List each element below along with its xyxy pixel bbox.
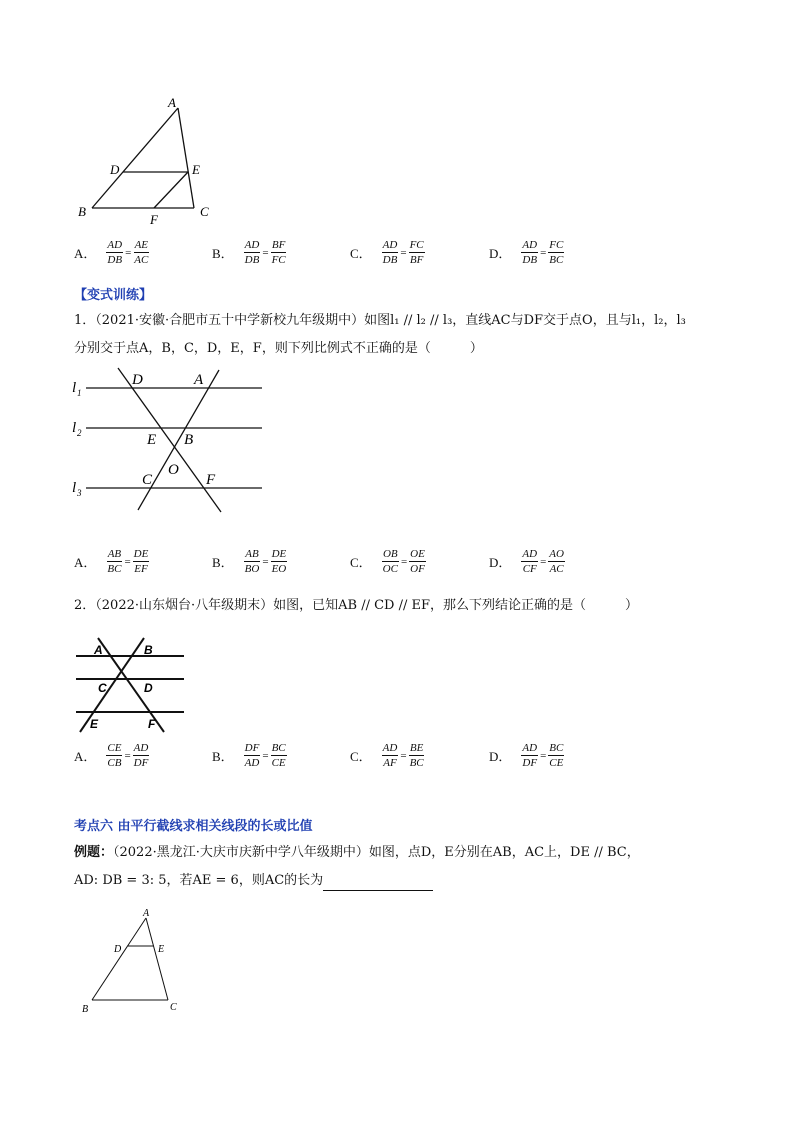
- figure-triangle-abc-2: [78, 902, 198, 1014]
- fraction-left: [521, 548, 538, 575]
- fig3-label-d: D: [144, 681, 153, 695]
- fraction-right: [409, 239, 425, 266]
- numerator: AD: [107, 239, 123, 251]
- numerator: BF: [271, 239, 286, 251]
- section-title-variant-training: 【变式训练】: [74, 288, 153, 303]
- fraction-right: [548, 742, 564, 769]
- numerator: AD: [133, 742, 149, 754]
- equals-sign: =: [125, 246, 132, 259]
- denominator: OF: [410, 563, 425, 575]
- equals-sign: =: [124, 749, 131, 762]
- fig4-label-e: E: [158, 944, 165, 955]
- q2-option-b[interactable]: [212, 742, 287, 769]
- denominator: CE: [549, 757, 564, 769]
- numerator: BC: [271, 742, 286, 754]
- denominator: BF: [409, 254, 424, 266]
- fraction-left: [521, 239, 538, 266]
- denominator: EF: [134, 563, 148, 575]
- fig3-label-f: F: [148, 717, 156, 731]
- fig2-label-l1-sub: 1: [77, 388, 82, 398]
- fig3-label-e: E: [90, 717, 99, 731]
- denominator: OC: [382, 563, 398, 575]
- fraction-right: [133, 742, 150, 769]
- option-label: B．: [212, 749, 234, 764]
- denominator: BC: [107, 563, 122, 575]
- equals-sign: =: [262, 555, 269, 568]
- q1-option-c[interactable]: [350, 548, 426, 575]
- q0-option-d[interactable]: [489, 239, 564, 266]
- option-label: C．: [350, 246, 372, 261]
- section-title-kaodian-6: 考点六 由平行截线求相关线段的长或比值: [74, 819, 313, 834]
- fraction-left: [244, 239, 261, 266]
- numerator: AD: [522, 239, 538, 251]
- option-label: D．: [489, 246, 512, 261]
- fig3-label-c: C: [98, 681, 107, 695]
- option-label: C．: [350, 749, 372, 764]
- fig2-label-d: D: [132, 372, 143, 388]
- q0-option-c[interactable]: [350, 239, 425, 266]
- fig2-label-l3-sub: 3: [77, 488, 82, 498]
- equals-sign: =: [262, 246, 269, 259]
- numerator: BE: [409, 742, 424, 754]
- fig4-label-a: A: [143, 908, 150, 919]
- q1-option-b[interactable]: [212, 548, 287, 575]
- numerator: FC: [409, 239, 424, 251]
- denominator: DB: [244, 254, 260, 266]
- fig2-label-o: O: [168, 462, 179, 478]
- fig2-label-a: A: [194, 372, 204, 388]
- denominator: AC: [134, 254, 149, 266]
- fraction-right: [409, 742, 425, 769]
- denominator: BC: [409, 757, 424, 769]
- fig4-label-c: C: [170, 1002, 177, 1013]
- denominator: CE: [271, 757, 286, 769]
- fraction-right: [271, 239, 287, 266]
- numerator: DE: [271, 548, 287, 560]
- fraction-right: [409, 548, 426, 575]
- option-label: C．: [350, 555, 372, 570]
- denominator: BC: [549, 254, 564, 266]
- question-1-text-line1: 1．（2021·安徽·合肥市五十中学新校九年级期中）如图l₁ // l₂ // l₃，直线AC与DF交于点O，且与l₁，l₂，l₃: [74, 313, 686, 328]
- fig3-label-a: A: [94, 643, 103, 657]
- fig2-label-l2-sub: 2: [77, 428, 82, 438]
- figure-triangle-abc-1: [70, 90, 230, 230]
- fig2-label-b: B: [184, 432, 194, 448]
- fraction-right: [133, 548, 150, 575]
- fig2-label-c: C: [142, 472, 153, 488]
- option-label: A．: [74, 749, 97, 764]
- numerator: AB: [107, 548, 122, 560]
- option-label: B．: [212, 555, 234, 570]
- numerator: OB: [382, 548, 398, 560]
- fig1-label-b: B: [78, 204, 86, 219]
- option-label: A．: [74, 246, 97, 261]
- fraction-right: [271, 742, 287, 769]
- figure-parallel-lines-l1-l2-l3: [66, 360, 276, 520]
- denominator: BO: [244, 563, 260, 575]
- fig1-label-a: A: [168, 95, 176, 110]
- equals-sign: =: [400, 749, 407, 762]
- numerator: FC: [549, 239, 564, 251]
- numerator: AO: [549, 548, 564, 560]
- fig2-label-l1: l: [72, 380, 77, 396]
- q0-option-b[interactable]: [212, 239, 287, 266]
- fig2-label-l3: l: [72, 480, 77, 496]
- denominator: CB: [107, 757, 122, 769]
- fig1-label-d: D: [110, 162, 120, 177]
- option-label: D．: [489, 749, 512, 764]
- fig1-label-c: C: [200, 204, 209, 219]
- fraction-left: [244, 548, 261, 575]
- numerator: AD: [522, 548, 538, 560]
- q2-option-c[interactable]: [350, 742, 425, 769]
- equals-sign: =: [124, 555, 131, 568]
- option-label: A．: [74, 555, 97, 570]
- denominator: DF: [522, 757, 538, 769]
- numerator: DE: [133, 548, 149, 560]
- fraction-right: [133, 239, 149, 266]
- example-text-line1: （2022·黑龙江·大庆市庆新中学八年级期中）如图，点D，E分别在AB，AC上，DE // BC，: [113, 845, 640, 860]
- figure-parallel-lines-ab-cd-ef: [72, 634, 192, 740]
- fraction-left: [106, 742, 122, 769]
- denominator: DB: [107, 254, 123, 266]
- fraction-left: [382, 239, 399, 266]
- numerator: AE: [134, 239, 149, 251]
- numerator: AD: [382, 239, 398, 251]
- numerator: DF: [244, 742, 260, 754]
- example-line2: [74, 871, 433, 891]
- fig1-label-f: F: [150, 212, 158, 227]
- fig2-label-l2: l: [72, 420, 77, 436]
- fraction-right: [548, 239, 564, 266]
- equals-sign: =: [400, 555, 408, 568]
- q1-option-a[interactable]: [74, 548, 149, 575]
- numerator: AD: [522, 742, 538, 754]
- q2-option-d[interactable]: [489, 742, 564, 769]
- q1-option-d[interactable]: [489, 548, 565, 575]
- numerator: CE: [107, 742, 122, 754]
- denominator: DB: [382, 254, 398, 266]
- question-1-text-line2: 分别交于点A，B，C，D，E，F，则下列比例式不正确的是（ ）: [74, 341, 483, 356]
- fraction-left: [106, 239, 123, 266]
- numerator: AD: [382, 742, 398, 754]
- answer-blank[interactable]: [323, 876, 433, 891]
- q2-option-a[interactable]: [74, 742, 149, 769]
- fraction-left: [106, 548, 122, 575]
- fraction-left: [382, 742, 399, 769]
- fig4-label-b: B: [82, 1004, 89, 1014]
- numerator: AB: [245, 548, 259, 560]
- fig4-label-d: D: [114, 944, 122, 955]
- denominator: DF: [133, 757, 149, 769]
- denominator: AF: [383, 757, 397, 769]
- denominator: AC: [549, 563, 564, 575]
- fraction-left: [382, 548, 399, 575]
- fig3-label-b: B: [144, 643, 153, 657]
- equals-sign: =: [540, 555, 547, 568]
- denominator: FC: [271, 254, 286, 266]
- equals-sign: =: [262, 749, 269, 762]
- equals-sign: =: [540, 246, 547, 259]
- option-label: B．: [212, 246, 234, 261]
- numerator: OE: [410, 548, 425, 560]
- example-prefix: 例题：: [74, 845, 114, 860]
- fig2-label-f: F: [206, 472, 216, 488]
- denominator: EO: [271, 563, 287, 575]
- example-line1: [74, 843, 640, 863]
- option-label: D．: [489, 555, 512, 570]
- fraction-right: [548, 548, 565, 575]
- fraction-right: [271, 548, 288, 575]
- denominator: AD: [244, 757, 260, 769]
- numerator: BC: [549, 742, 564, 754]
- equals-sign: =: [400, 246, 407, 259]
- equals-sign: =: [540, 749, 547, 762]
- fig2-label-e: E: [147, 432, 157, 448]
- denominator: DB: [522, 254, 538, 266]
- denominator: CF: [522, 563, 537, 575]
- fraction-left: [244, 742, 261, 769]
- question-2-text: 2．（2022·山东烟台·八年级期末）如图，已知AB // CD // EF，那么下列结论正确的是（ ）: [74, 598, 638, 613]
- fraction-left: [521, 742, 538, 769]
- fig1-label-e: E: [192, 162, 200, 177]
- q0-option-a[interactable]: [74, 239, 149, 266]
- numerator: AD: [244, 239, 260, 251]
- example-text-line2: AD: DB = 3: 5，若AE = 6，则AC的长为: [74, 873, 324, 888]
